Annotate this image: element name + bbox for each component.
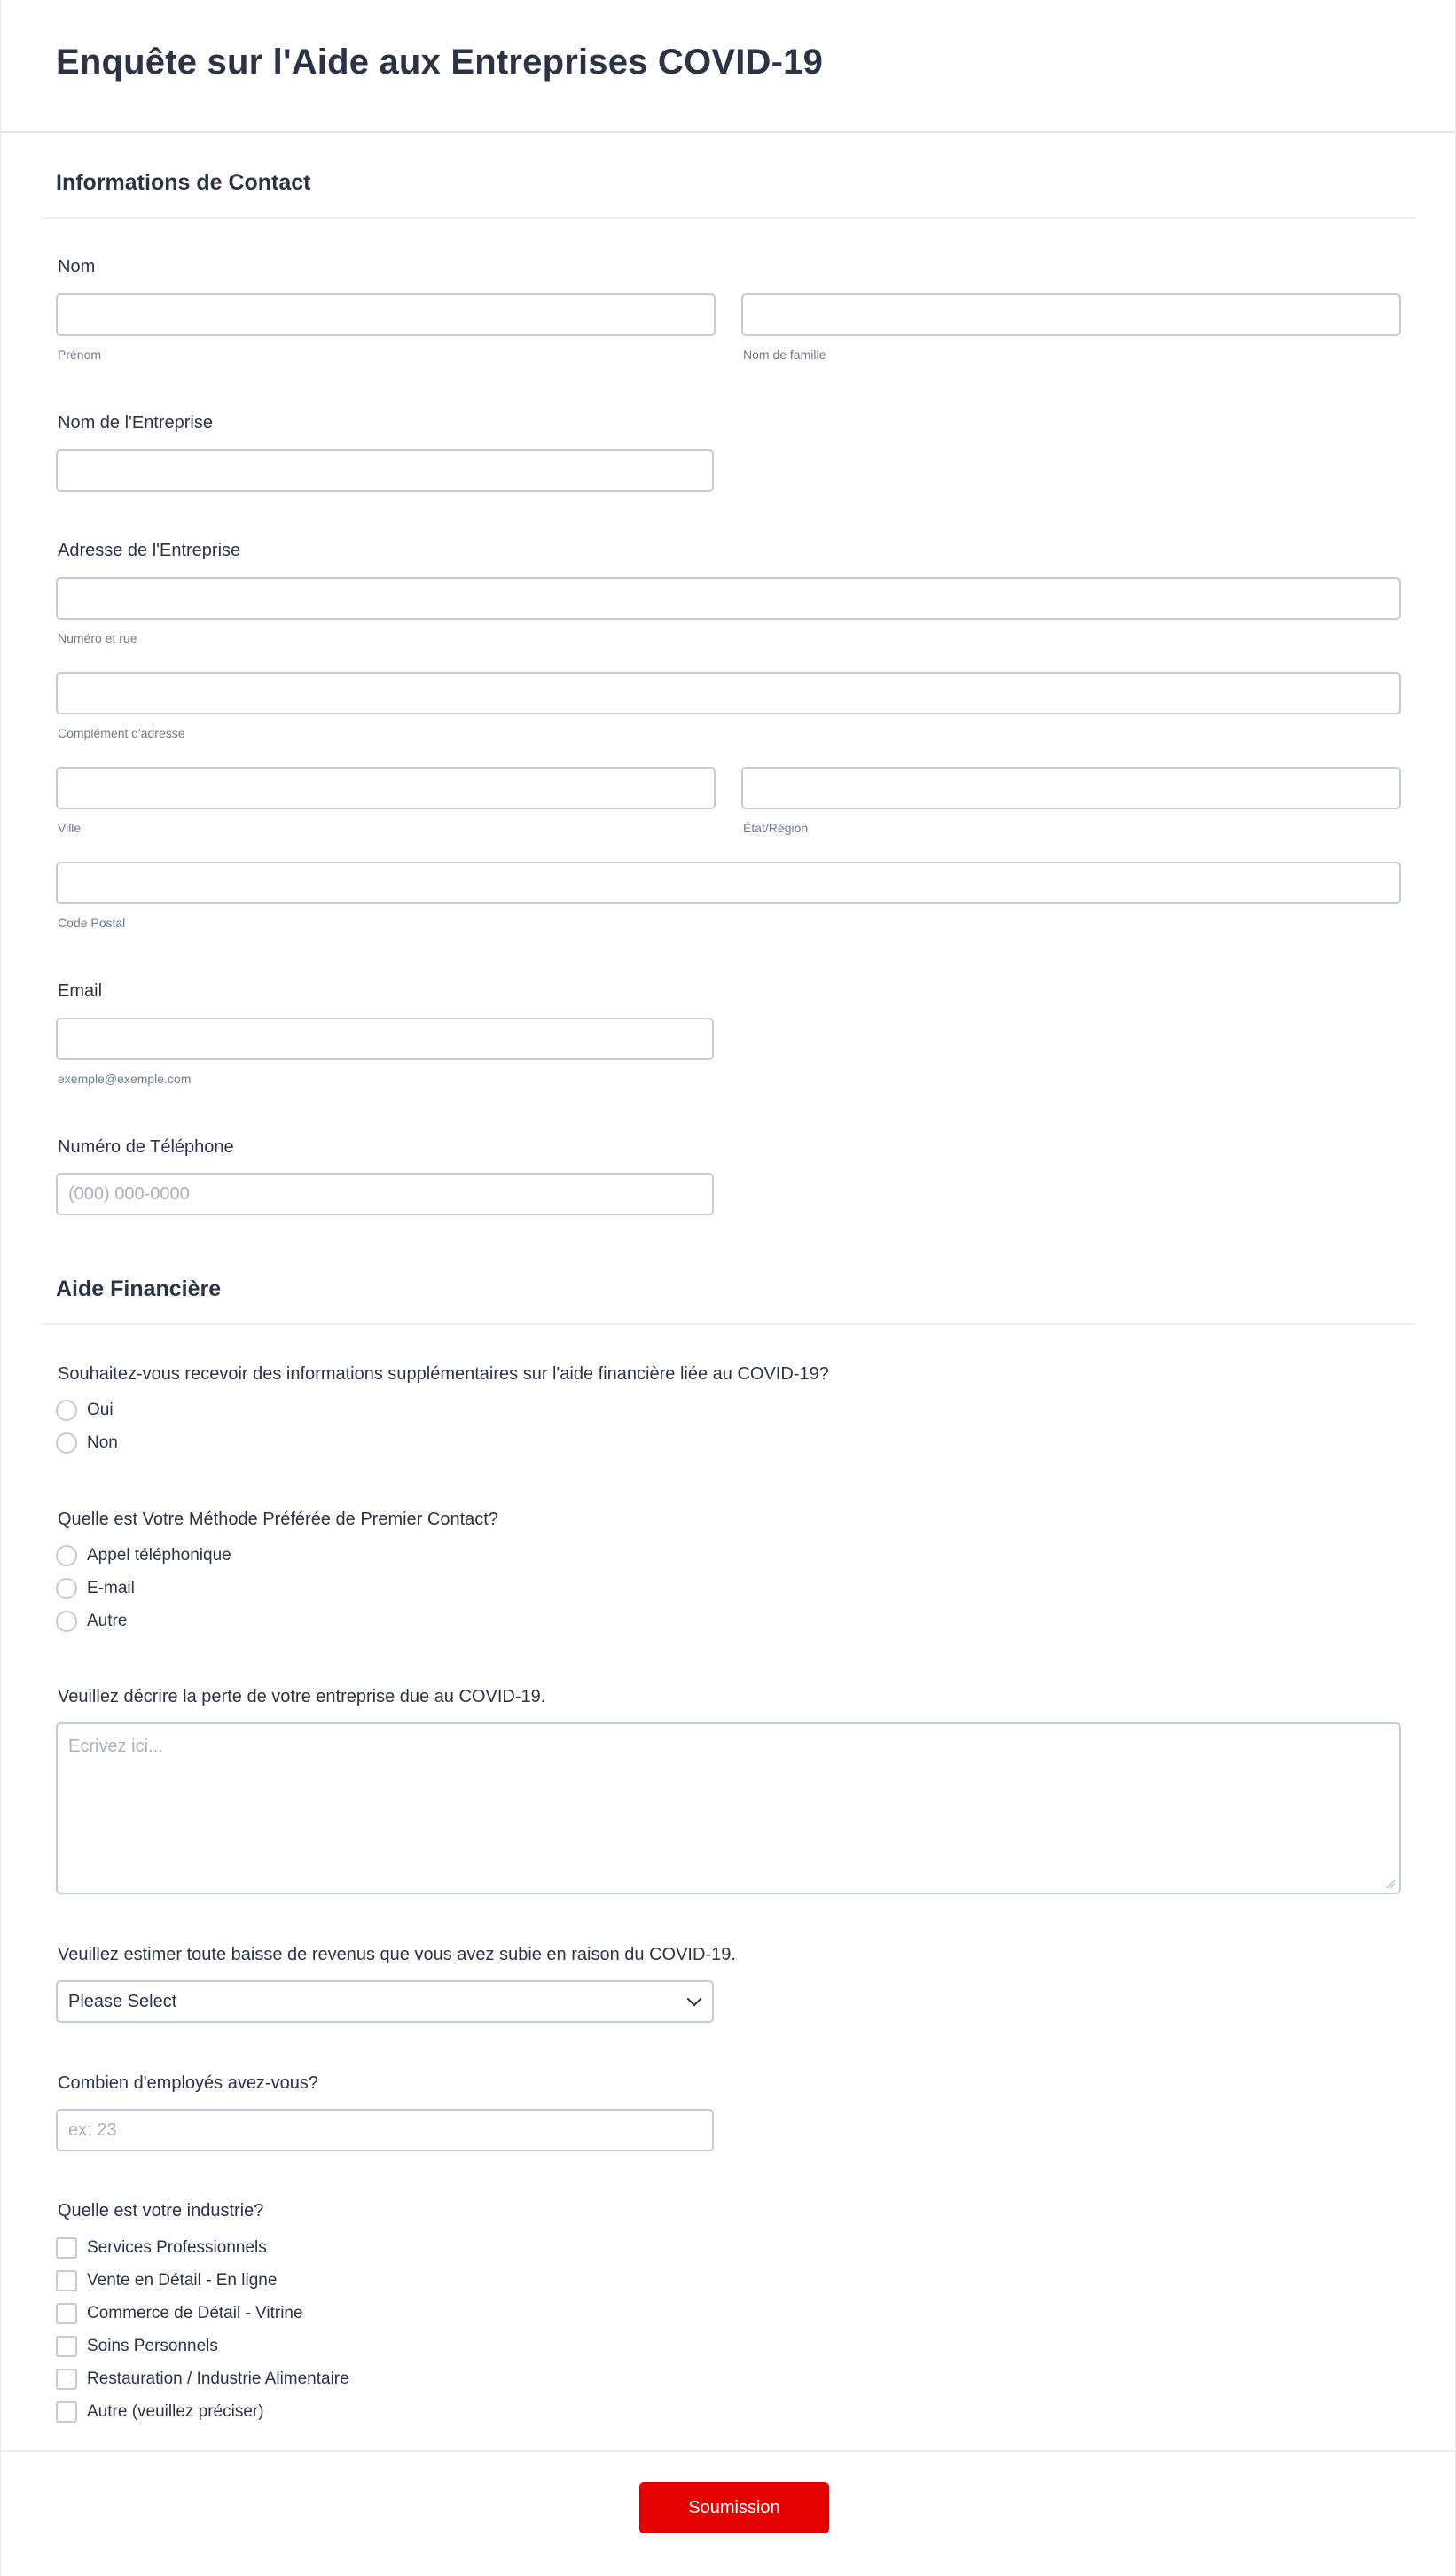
radio-option-email[interactable]	[56, 1576, 135, 1601]
checkbox[interactable]	[56, 2303, 77, 2324]
loss-description-textarea[interactable]	[56, 1722, 1401, 1894]
revenue-drop-select[interactable]	[56, 1980, 714, 2023]
submit-button[interactable]: Soumission	[639, 2482, 829, 2533]
checkbox[interactable]	[56, 2270, 77, 2291]
form-title: Enquête sur l'Aide aux Entreprises COVID-19	[56, 43, 824, 82]
select-value: Please Select	[68, 1991, 177, 2011]
section-divider	[41, 217, 1415, 219]
checkbox[interactable]	[56, 2237, 77, 2259]
company-name-input[interactable]	[56, 449, 714, 492]
radio-option-appel[interactable]	[56, 1543, 231, 1568]
radio-option-label: Appel téléphonique	[87, 1546, 231, 1565]
radio-button[interactable]	[56, 1611, 77, 1632]
footer-divider	[1, 2450, 1455, 2452]
checkbox-option[interactable]	[56, 2367, 349, 2392]
email-input[interactable]	[56, 1018, 714, 1060]
checkbox[interactable]	[56, 2401, 77, 2423]
chevron-down-icon	[687, 1992, 702, 2007]
checkbox-option[interactable]	[56, 2400, 264, 2424]
radio-option-label: E-mail	[87, 1579, 135, 1597]
city-input[interactable]	[56, 767, 716, 809]
checkbox-option[interactable]	[56, 2301, 303, 2326]
section-heading-contact: Informations de Contact	[56, 170, 311, 195]
employees-label: Combien d'employés avez-vous?	[58, 2073, 318, 2093]
radio-button[interactable]	[56, 1432, 77, 1454]
street-address-line2-input[interactable]	[56, 672, 1401, 714]
radio-option-autre[interactable]	[56, 1609, 127, 1634]
radio-option-non[interactable]	[56, 1431, 118, 1456]
loss-description-label: Veuillez décrire la perte de votre entreprise due au COVID-19.	[58, 1687, 546, 1706]
checkbox-option[interactable]	[56, 2334, 218, 2359]
checkbox-option-label: Soins Personnels	[87, 2337, 218, 2355]
state-sublabel: État/Région	[743, 821, 809, 835]
industry-label: Quelle est votre industrie?	[58, 2201, 264, 2221]
address-label: Adresse de l'Entreprise	[58, 541, 241, 560]
checkbox-option-label: Services Professionnels	[87, 2238, 267, 2257]
email-sublabel: exemple@exemple.com	[58, 1072, 192, 1086]
postal-code-input[interactable]	[56, 862, 1401, 904]
street-address-sublabel: Numéro et rue	[58, 631, 137, 645]
phone-label: Numéro de Téléphone	[58, 1137, 234, 1157]
checkbox[interactable]	[56, 2369, 77, 2390]
revenue-drop-label: Veuillez estimer toute baisse de revenus que vous avez subie en raison du COVID-19.	[58, 1945, 736, 1964]
checkbox-option-label: Vente en Détail - En ligne	[87, 2271, 278, 2290]
radio-option-label: Non	[87, 1433, 118, 1452]
city-sublabel: Ville	[58, 821, 82, 835]
checkbox-option-label: Commerce de Détail - Vitrine	[87, 2304, 303, 2322]
checkbox-option-label: Autre (veuillez préciser)	[87, 2402, 264, 2421]
radio-button[interactable]	[56, 1578, 77, 1599]
company-name-label: Nom de l'Entreprise	[58, 413, 213, 433]
checkbox-option[interactable]	[56, 2236, 267, 2260]
radio-button[interactable]	[56, 1545, 77, 1566]
form-header	[1, 0, 1455, 133]
name-label: Nom	[58, 257, 96, 277]
radio-button[interactable]	[56, 1400, 77, 1421]
checkbox-option-label: Restauration / Industrie Alimentaire	[87, 2369, 349, 2388]
street-address-input[interactable]	[56, 577, 1401, 620]
section-heading-financial: Aide Financière	[56, 1276, 222, 1301]
first-name-input[interactable]	[56, 293, 716, 336]
last-name-input[interactable]	[741, 293, 1401, 336]
checkbox-option[interactable]	[56, 2268, 277, 2293]
radio-option-label: Autre	[87, 1612, 128, 1630]
first-name-sublabel: Prénom	[58, 347, 102, 362]
contact-method-label: Quelle est Votre Méthode Préférée de Premier Contact?	[58, 1510, 498, 1529]
resize-grip-icon[interactable]	[1385, 1878, 1396, 1889]
street-address-line2-sublabel: Complément d'adresse	[58, 726, 185, 740]
section-divider	[41, 1323, 1415, 1325]
last-name-sublabel: Nom de famille	[743, 347, 826, 362]
more-info-label: Souhaitez-vous recevoir des informations supplémentaires sur l'aide financière liée au COVID-19?	[58, 1364, 829, 1384]
radio-option-oui[interactable]	[56, 1398, 114, 1423]
radio-option-label: Oui	[87, 1401, 114, 1419]
phone-input[interactable]	[56, 1173, 714, 1215]
checkbox[interactable]	[56, 2336, 77, 2357]
state-input[interactable]	[741, 767, 1401, 809]
email-label: Email	[58, 981, 103, 1001]
postal-code-sublabel: Code Postal	[58, 916, 126, 930]
employees-input[interactable]	[56, 2109, 714, 2151]
